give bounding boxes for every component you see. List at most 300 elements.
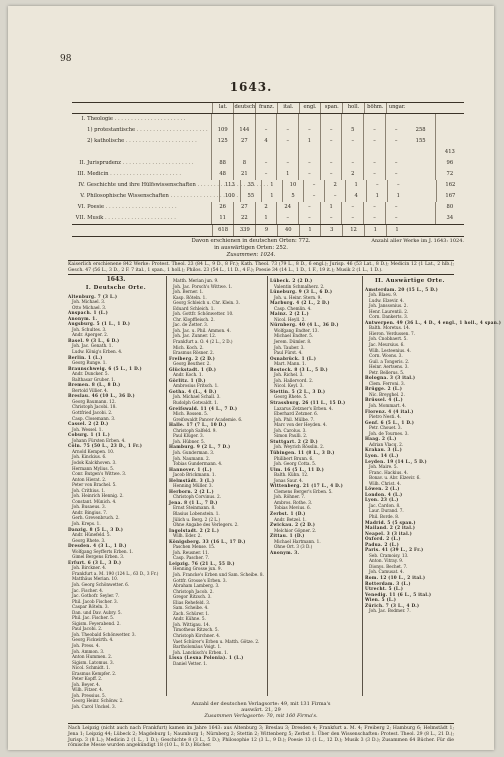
table-cell <box>385 147 407 158</box>
table-cell <box>408 191 435 202</box>
list-item: Oxford. 2 (L.) <box>365 536 401 542</box>
table-cell: 11 <box>211 213 233 224</box>
list-item: Ingolstadt. 2 (2 L.) <box>169 527 220 533</box>
list-item: Joh. Michael Schall. 3. <box>173 394 221 400</box>
list-item: Peter Kopff. 2. <box>72 676 103 682</box>
list-item: Joh. Crithius. 1. <box>72 487 106 493</box>
list-item: Mart. Mann. 1. <box>274 361 306 367</box>
table-row <box>72 114 464 125</box>
column-header: deutsch <box>233 103 255 113</box>
list-item: Zerbst. 1 (D.) <box>270 510 306 516</box>
list-item: Paul Jacobi. 2. <box>72 626 103 632</box>
table-cell: – <box>276 213 298 224</box>
row-subject: Jurisprudenz . . . <box>87 161 211 166</box>
table-cell: 155 <box>415 137 426 144</box>
list-item: Guil. a Tongeris. 2. <box>369 358 410 364</box>
list-item: Joh. Mommart. 4. <box>369 403 407 409</box>
list-item: Joh. Lanckisch's Erben. 1. <box>173 649 229 655</box>
table-cell: – <box>363 202 385 213</box>
list-item: Joh. Jac. Porsch's Wittwe. 1. <box>173 283 233 289</box>
list-item: Nicol. Heyll. 2. <box>274 316 306 322</box>
list-item: Rostock. 8 (3 L., 5 D.) <box>270 366 328 372</box>
table-cell: – <box>324 191 345 202</box>
list-item: Andr. Aperger. 2. <box>72 332 109 338</box>
table-row <box>72 125 464 136</box>
table-cell: 34 <box>435 213 464 224</box>
list-item: Joh. Schultes. 3. <box>72 326 107 332</box>
list-item: Corn. Dankerts. 3. <box>369 314 409 320</box>
list-item: Phil. Jacob Fischer. 3. <box>72 598 119 604</box>
table-cell: – <box>385 125 407 136</box>
table-cell: 80 <box>435 202 464 213</box>
list-item: Mich. Koch. 2. <box>173 344 204 350</box>
table-cell <box>407 202 435 213</box>
list-item: Jodok Kalckhoven. 3. <box>72 459 117 465</box>
list-item: Georg Heinr. Schönw. 2. <box>72 698 124 704</box>
totals-row <box>72 224 464 237</box>
table-cell: – <box>298 125 320 136</box>
list-item: Bologna. 3 (3 ital.) <box>365 375 416 381</box>
total-cell: 40 <box>277 225 299 236</box>
list-item: Gimel Bergens Erben. 3. <box>72 554 125 560</box>
list-item: Joh. Heinrich Hennig. 2. <box>72 493 124 499</box>
list-item: Sigism. Latomus. 3. <box>72 659 114 665</box>
list-item: Ohne Angabe des Verlegers. 2. <box>173 522 239 528</box>
column-header <box>407 103 435 113</box>
list-item: Joh. Ammon. 3. <box>72 648 105 654</box>
table-cell: 4 <box>255 136 277 147</box>
list-item: Joh. Kreps. 1. <box>72 520 101 526</box>
list-item: Frankfurt a. M. 190 (124 L., 63 D., 3 Fr.) <box>72 570 159 576</box>
list-item: Joh. Carol Unckel. 3. <box>72 704 117 710</box>
list-item: Joh. Michael. 3. <box>72 299 106 305</box>
table-cell: 1 <box>345 180 366 191</box>
table-cell: – <box>363 136 385 147</box>
list-item: Breslau. 46 (10 L., 36 D.) <box>68 393 135 399</box>
list-item: Zürich. 7 (3 L., 4 D.) <box>365 602 420 608</box>
list-item: Matth. Merian jun. 9. <box>173 278 219 283</box>
table-cell <box>320 114 342 125</box>
list-item: Amsterdam. 20 (15 L., 5 D.) <box>365 286 439 292</box>
column-2-list <box>169 278 265 666</box>
list-item: Joh. Theobald Schönwetter. 3. <box>72 631 136 637</box>
list-item: Basel. 9 (3 L., 6 D.) <box>68 337 120 343</box>
list-item: Lissa (Lesna Polonia). 1 (L.) <box>169 655 244 661</box>
table-cell: 2 <box>255 202 277 213</box>
table-cell <box>363 114 385 125</box>
list-item: Glückstadt. 1 (D.) <box>169 366 217 372</box>
divider <box>68 274 454 275</box>
row-number: I. <box>81 115 86 122</box>
list-item: Ernst Steinmann. 8. <box>173 505 216 511</box>
row-number: III. <box>77 170 86 177</box>
table-cell: – <box>363 213 385 224</box>
list-item: Balthasar Gruber. 1. <box>72 376 116 382</box>
table-cell: 5 <box>341 125 363 136</box>
table-cell <box>255 114 277 125</box>
list-item: Arnold Kempen. 10. <box>72 448 115 454</box>
list-item: Georg Beuther. 2. <box>173 361 211 367</box>
list-item: Herborn. 2 (2 L.) <box>169 488 214 494</box>
list-item: Hieron. Verdussen. 7. <box>369 330 415 336</box>
list-item: Joh. Cnobbaert. 5. <box>369 336 408 342</box>
list-item: Paul Klüger. 3. <box>173 433 205 439</box>
table-cell: 1 <box>387 191 408 202</box>
list-item: Andr. Kühne. 5. <box>173 616 206 622</box>
table-cell: 1 <box>366 191 387 202</box>
table-cell: – <box>276 125 298 136</box>
list-item: Nicol. Schmidt. 1. <box>72 665 111 671</box>
table-cell: – <box>320 169 342 180</box>
column-4-list <box>365 286 502 614</box>
list-item: Anspach. 1 (L.) <box>68 310 109 316</box>
list-item: Jac. Gothofr. Seyler. 7. <box>72 593 120 599</box>
list-item: Lyon. 23 (L.) <box>365 497 399 503</box>
row-subject: Geschichte und ihre Hülfswissenschaften . . . <box>87 183 219 188</box>
subject-table <box>72 102 464 244</box>
list-item: Erasmus Rösner. 2. <box>173 350 215 356</box>
list-item: Christoph Corvinus. 2. <box>173 494 221 500</box>
table-cell: 8 <box>233 158 255 169</box>
list-item: Leyden. 19 (14 L., 5 D.) <box>365 458 427 464</box>
list-item: Osnabrück. 1 (L.) <box>270 355 317 361</box>
list-item: Andr. Bingius. 7. <box>72 509 108 515</box>
list-item: Greifswaldt Pancer Academie. 6. <box>173 416 243 422</box>
list-item: Wien. 5 (L.) <box>365 597 397 603</box>
row-number: VI. <box>77 203 86 210</box>
table-cell: 21 <box>233 169 255 180</box>
table-cell: 22 <box>233 213 255 224</box>
table-cell: – <box>341 202 363 213</box>
year-heading: 1643. <box>229 80 273 94</box>
list-item: Lübeck. 2 (2 D.) <box>270 278 313 283</box>
table-cell: 55 <box>240 191 261 202</box>
table-cell: – <box>385 136 407 147</box>
column-header <box>436 103 464 113</box>
list-item: Zach. Schürer. 1. <box>173 610 210 616</box>
list-item: Jac. de Zetter. 3. <box>173 322 209 328</box>
list-item: Freiberg. 2 (2 D.) <box>169 355 216 361</box>
list-item: Brügge. 2 (L.) <box>365 386 403 392</box>
table-row <box>72 191 464 202</box>
table-cell <box>363 147 385 158</box>
total-cell <box>407 225 435 236</box>
list-item: Joh. u. Heinr. Stern. 9. <box>274 294 322 300</box>
list-item: Jerem. Dümler. 8. <box>274 339 312 345</box>
table-cell <box>211 147 233 158</box>
list-item: Ohne Ort. 3 (3 D.) <box>274 544 313 550</box>
table-cell: 24 <box>276 202 298 213</box>
list-item: Elias Rehefeld. 3. <box>173 599 211 605</box>
list-item: Stettin. 5 (2 L., 3 D.) <box>270 388 326 394</box>
list-item: Paris. 41 (39 L., 2 Fr.) <box>365 547 424 553</box>
table-cell <box>407 213 435 224</box>
list-item: Joh. Blaeu. 9. <box>369 292 398 298</box>
list-item: Mich. Rossen. 5. <box>173 411 209 417</box>
list-item: Ludw. Elzevir. 4. <box>369 297 404 303</box>
list-item: Anton Hummen. 2. <box>72 654 113 660</box>
table-cell: 48 <box>211 169 233 180</box>
list-item: Gotha. 4 (L., 4 D.) <box>169 388 217 394</box>
list-item: Joh. Phil. Mülbe. 7. <box>274 416 315 422</box>
list-item: Erfurt. 6 (3 L., 3 D.) <box>68 559 122 565</box>
divider <box>68 723 454 724</box>
list-item: Lüneburg. 9 (3 L., 6 D.) <box>270 289 333 295</box>
list-item: Strassburg. 26 (11 L., 15 D.) <box>270 400 346 406</box>
list-item: Anton Hierat. 2. <box>72 476 107 482</box>
list-item: Jena. 8 (1 L., 7 D.) <box>169 499 218 505</box>
places-note-total: Zusammen: 1024. <box>226 252 276 258</box>
list-item: Gottfried Jacobi. 2. <box>72 410 113 416</box>
list-item: Tobias Gundermann. 4. <box>173 461 223 467</box>
table-cell: – <box>255 158 277 169</box>
table-cell: 26 <box>211 202 233 213</box>
list-item: Georg Rhete. 5. <box>274 394 308 400</box>
column-3 <box>270 278 360 555</box>
list-item: Joh. Jac. Bodmer. 7. <box>369 608 411 614</box>
list-item: Andr. Duncker. 5. <box>72 371 109 377</box>
list-item: Wilh. Lesteenius. 4. <box>369 347 411 353</box>
table-cell: – <box>366 180 387 191</box>
table-cell: – <box>276 158 298 169</box>
table-cell: – <box>385 213 407 224</box>
list-item: Utrecht. 5 (L.) <box>365 586 404 592</box>
list-item: Dresden. 4 (3 L., 1 D.) <box>68 543 127 549</box>
list-item: Jac. Cardon. 8. <box>369 502 401 508</box>
list-item: Andr. Koch. 1. <box>173 372 203 378</box>
list-item: Christoph Jacobi. 18. <box>72 404 117 410</box>
list-item: Balth. Moretus. 14. <box>369 325 411 331</box>
list-item: Tobias Mevius. 6. <box>274 505 311 511</box>
list-item: Hamburg. 9 (2 L., 7 D.) <box>169 444 231 450</box>
list-item: Michael Hartmann. 1. <box>274 538 321 544</box>
table-cell: 162 <box>436 180 464 191</box>
list-item: Joh. Georg Cotta. 5. <box>274 461 317 467</box>
list-item: Joh. Gunderman. 3. <box>173 449 215 455</box>
column-divider <box>362 276 363 696</box>
list-item: Bonav. u. Abr. Elzevir. 6. <box>369 475 421 481</box>
table-cell: – <box>341 136 363 147</box>
tally-total: Zusammen Verlagsorte: 70, mit 160 Firma's. <box>204 713 318 719</box>
list-item: Eberhard Zetzner. 6. <box>274 411 319 417</box>
list-item: Michael Endter. 5. <box>274 333 314 339</box>
table-cell <box>407 147 435 158</box>
list-item: Bertold Villier. 4. <box>72 387 109 393</box>
list-item: Corn. Woons. 3. <box>369 353 403 359</box>
list-item: Madrid. 5 (5 span.) <box>365 519 416 525</box>
list-item: Dan. und Dav. Aubry. 5. <box>72 609 122 615</box>
table-cell: 72 <box>435 169 464 180</box>
column-divider <box>267 276 268 696</box>
row-subject: Musik . . . <box>87 216 211 221</box>
list-item: Christoph Jacob. 2. <box>173 588 214 594</box>
list-item: Heinr. Aertsens. 3. <box>369 364 409 370</box>
table-row <box>72 213 464 224</box>
list-item: Sigism. Feyerabend. 2. <box>72 620 121 626</box>
table-cell <box>255 147 277 158</box>
row-subject: 1) protestantische . . . <box>87 128 211 133</box>
total-cell: 12 <box>342 225 364 236</box>
list-item: Jac. Fischer. 4. <box>72 587 104 593</box>
list-item: Krakau. 3 (L.) <box>365 447 403 453</box>
list-item: Joh. Weyrich Rösslin. 2. <box>274 444 325 450</box>
table-cell: – <box>341 158 363 169</box>
table-cell: – <box>276 136 298 147</box>
list-item: Casp. Chemlin. 4. <box>274 305 312 311</box>
table-cell: 100 <box>219 191 240 202</box>
table-cell: – <box>303 191 324 202</box>
list-item: Königsberg. 33 (16 L., 17 D.) <box>169 538 246 544</box>
list-item: Wilh. Fitzer. 4. <box>72 687 104 693</box>
total-cell: 339 <box>233 225 255 236</box>
list-item: Wolfgang Endter. 13. <box>274 327 319 333</box>
list-item: Otto Michael. 3. <box>72 304 107 310</box>
table-cell: 88 <box>211 158 233 169</box>
row-subject: Philosophische Wissenschaften . . . <box>87 194 219 199</box>
list-item: Joh. Jac. u. Phil. Ammon. 4. <box>173 327 231 333</box>
total-cell <box>436 225 464 236</box>
table-cell <box>408 180 435 191</box>
list-item: Paul Fürst. 4. <box>274 350 303 356</box>
list-item: Gottfr. Grosse's Erben. 3. <box>173 577 227 583</box>
table-cell: 1 <box>261 180 282 191</box>
table-cell <box>298 114 320 125</box>
table-cell: 2 <box>324 180 345 191</box>
list-item: Zittau. 1 (D.) <box>270 533 305 539</box>
list-item: Vaet Schürer's Erben u. Matth. Götze. 2. <box>173 638 260 644</box>
table-cell: – <box>385 169 407 180</box>
table-row <box>72 158 464 169</box>
list-item: Jonas Saur. 4. <box>274 477 304 483</box>
list-item: Conr. Butgen's Wittwe. 3. <box>72 471 127 477</box>
list-item: Cassel. 2 (2 D.) <box>68 421 109 427</box>
list-item: Petr. Chouet. 3. <box>369 425 402 431</box>
list-item: Georg Schleich u. Chr. Klein. 3. <box>173 300 240 306</box>
list-item: Joh. Berner. 1. <box>173 289 204 295</box>
list-item: Henning Grosse jun. 9. <box>173 566 222 572</box>
list-item: Frankfurt a. O. 4 (2 L., 2 D.) <box>173 339 233 345</box>
table-cell <box>407 158 435 169</box>
list-item: Ludw. König's Erben. 4. <box>72 349 123 355</box>
tally-foreign: auswärt. 21, 29 <box>241 707 281 713</box>
list-item: Löwen. 2 (L.) <box>365 486 400 492</box>
table-cell: 413 <box>435 147 464 158</box>
list-item: Petr. Bellerus. 5. <box>369 369 405 375</box>
list-item: Zwickau. 2 (2 D.) <box>270 522 316 528</box>
column-header: ital. <box>277 103 299 113</box>
table-cell: 167 <box>436 191 464 202</box>
table-cell: 4 <box>345 191 366 202</box>
page <box>8 6 502 750</box>
row-number: II. <box>79 159 86 166</box>
table-cell: 5 <box>282 191 303 202</box>
row-number: V. <box>80 192 85 199</box>
list-item: Coburg. 1 (1 L.) <box>68 432 111 438</box>
table-cell: 125 <box>211 136 233 147</box>
list-item: Dionys. Bechet. 7. <box>369 563 408 569</box>
list-item: Halle. 17 (7 L., 10 D.) <box>169 422 227 428</box>
row-subject: Theologie . . . <box>87 117 211 122</box>
list-item: Chr. Klopffleisch. 2. <box>173 316 215 322</box>
column-header: span. <box>320 103 342 113</box>
list-item: Matthäus Merian. 10. <box>72 576 119 582</box>
list-item: Ambrosius Fritsch. 1. <box>173 383 219 389</box>
total-cell: 1 <box>299 225 321 236</box>
table-cell <box>385 114 407 125</box>
list-item: Padua. 2 (L.) <box>365 541 399 547</box>
total-cell: 618 <box>212 225 234 236</box>
list-item: Braunschweig. 6 (5 L., 1 D.) <box>68 365 142 371</box>
column-2 <box>169 278 265 666</box>
list-item: Joh. Carolus. 3. <box>274 427 307 433</box>
table-cell: – <box>385 158 407 169</box>
list-item: Joh. Wittigau. 14. <box>173 621 211 627</box>
table-cell <box>276 114 298 125</box>
table-cell: – <box>341 213 363 224</box>
row-subject: 2) katholische . . . <box>87 139 211 144</box>
table-cell: 1 <box>255 213 277 224</box>
list-item: Paschen Mense. 15. <box>173 544 216 550</box>
list-item: Joh. Busaeus. 3. <box>72 504 106 510</box>
list-item: Joh. Kinckius. 6. <box>72 454 107 460</box>
list-item: Sam. Scheibe. 4. <box>173 605 209 611</box>
list-item: Balth. Kühn. 12. <box>274 472 309 478</box>
list-item: Haag. 2 (L.) <box>365 436 397 442</box>
tally <box>68 701 454 719</box>
list-item: Joh. Francke's Erben und Sam. Scheibe. 8. <box>173 571 264 577</box>
list-item: Greifswald. 11 (4 L., 7 D.) <box>169 405 238 411</box>
list-item: Bartholomäus Voigt. 1. <box>173 644 222 650</box>
list-item: Danzig. 8 (5 L., 3 D.) <box>68 526 124 532</box>
table-cell: 2 <box>341 169 363 180</box>
column-divider <box>166 276 167 696</box>
column-header: engl. <box>299 103 321 113</box>
list-item: Nicol. Keyl. 3. <box>274 383 304 389</box>
table-cell <box>407 169 435 180</box>
list-item: Erasmus Kempfer. 2. <box>72 670 117 676</box>
total-cell: 9 <box>255 225 277 236</box>
list-item: Seb. Cramoisy. 13. <box>369 552 409 558</box>
list-item: Hermann Mylius. 5. <box>72 465 115 471</box>
list-item: Lyon. 14 (L.) <box>365 452 399 458</box>
table-cell: 27 <box>233 202 255 213</box>
column-3-list <box>270 278 360 555</box>
table-cell: – <box>363 169 385 180</box>
comparison-note: Kaiserlich erschienene 842 Werke: Protest. Theol. 23 (84 L., 9 D., 8 Fr.); Kath. Theol. 73 (79 L., 8 D., 6 engl.); Jurisp. 46 (53 Lat., 8 D.); Medicin 12 (1 Lat., 2 hlb.); Gesch. 47 (56 L., 3 D., 2 F. 7 ital., 1 span., 1 holl.); Philos. 23 (54 L., 11 D., 4 F.); Poesie 34 (14 L., 1 D., 1 F., 19 it.); Musik 2 (1 L., 1 D.). <box>68 262 454 273</box>
table-cell: 1 <box>320 202 342 213</box>
list-item: Wittenberg. 21 (17 L., 4 D.) <box>270 483 344 489</box>
list-item: Adrian Vlacq. 2. <box>369 441 404 447</box>
column-header: böhm. <box>364 103 386 113</box>
list-item: Henning Müller. 3. <box>173 483 213 489</box>
section-german-heading: I. Deutsche Orte. <box>85 285 147 291</box>
table-row <box>72 136 464 147</box>
list-item: Jacob Brickmann. 1. <box>173 472 216 478</box>
column-1 <box>68 285 164 710</box>
table-cell <box>233 147 255 158</box>
list-item: Joh. Jac. Zunner. 12. <box>173 333 217 339</box>
list-item: Lazarus Zetzner's Erben. 4. <box>274 405 333 411</box>
list-item: Joh. Pressius. 5. <box>72 692 106 698</box>
table-cell: 1 <box>276 169 298 180</box>
list-item: Neapel. 3 (3 ital.) <box>365 530 412 536</box>
list-item: London. 4 (L.) <box>365 491 403 497</box>
list-item: Georg Rhete. 3. <box>72 537 106 543</box>
list-item: Laur. Durand. 7. <box>369 508 404 514</box>
table-cell: – <box>298 169 320 180</box>
table-cell <box>435 136 464 147</box>
list-item: Joh. Tauber. 3. <box>274 344 305 350</box>
